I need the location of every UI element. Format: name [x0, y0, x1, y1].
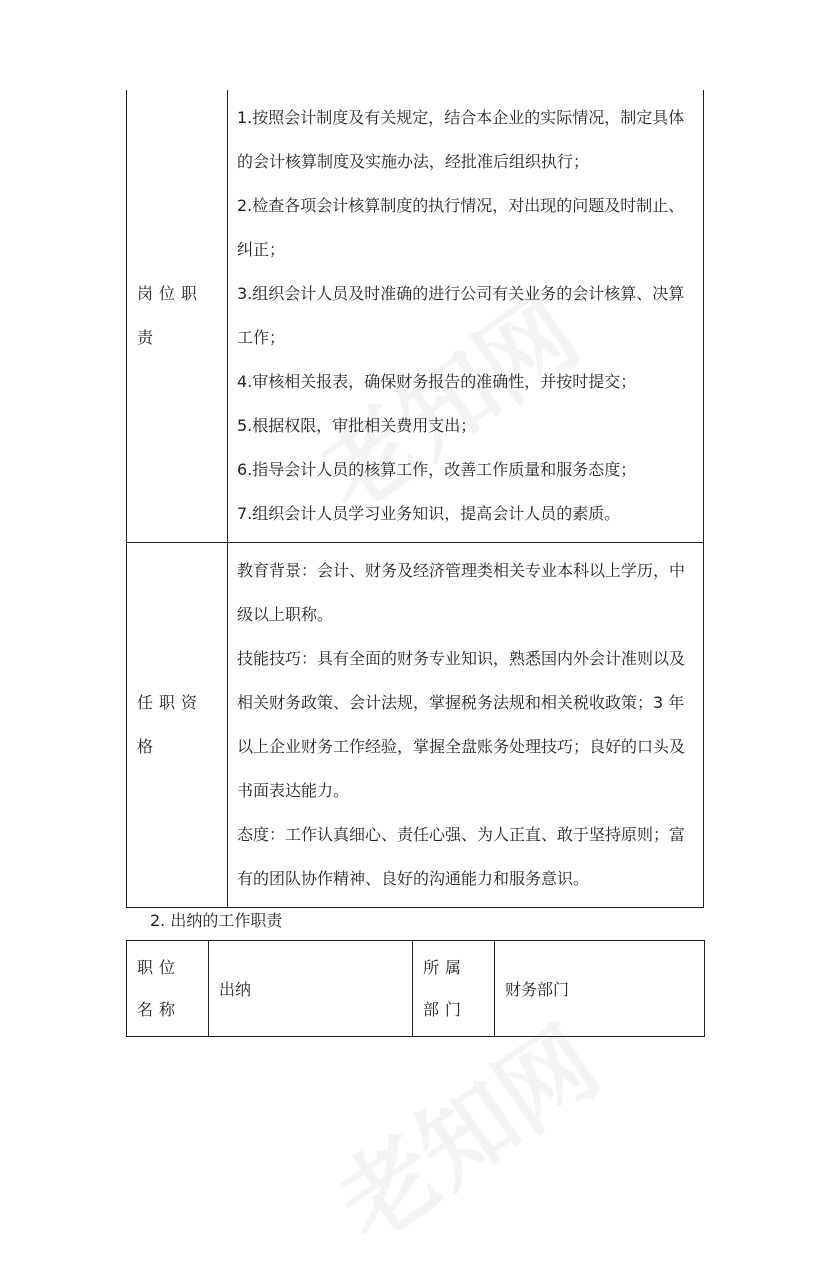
- responsibilities-label: 岗位职责: [127, 90, 228, 543]
- responsibility-item: 5.根据权限，审批相关费用支出；: [237, 416, 477, 435]
- responsibility-item: 7.组织会计人员学习业务知识，提高会计人员的素质。: [237, 504, 621, 523]
- responsibility-item: 6.指导会计人员的核算工作，改善工作质量和服务态度；: [237, 460, 637, 479]
- qualification-item: 态度：工作认真细心、责任心强、为人正直、敢于坚持原则；富有的团队协作精神、良好的沟通能力和服务意识。: [237, 825, 686, 888]
- responsibility-item: 2.检查各项会计核算制度的执行情况，对出现的问题及时制止、纠正；: [237, 196, 685, 259]
- cashier-info-row: [127, 941, 705, 1037]
- qualification-item: 技能技巧：具有全面的财务专业知识，熟悉国内外会计准则以及相关财务政策、会计法规，掌握税务法规和相关税收政策；3 年以上企业财务工作经验，掌握全盘账务处理技巧；良好的口头及书面表达能力。: [237, 649, 686, 800]
- position-name-label: 职位名称: [127, 941, 209, 1037]
- department-label: 所属部门: [413, 941, 495, 1037]
- job-description-table: [126, 90, 704, 908]
- responsibility-item: 3.组织会计人员及时准确的进行公司有关业务的会计核算、决算工作；: [237, 284, 685, 347]
- department-value: 财务部门: [495, 941, 705, 1037]
- qualifications-content: [228, 543, 704, 908]
- responsibilities-content: [228, 90, 704, 543]
- responsibility-item: 4.审核相关报表，确保财务报告的准确性，并按时提交；: [237, 372, 637, 391]
- qualifications-label: 任职资格: [127, 543, 228, 908]
- responsibilities-row: [127, 90, 704, 543]
- qualification-item: 教育背景：会计、财务及经济管理类相关专业本科以上学历，中级以上职称。: [237, 561, 686, 624]
- responsibility-item: 1.按照会计制度及有关规定，结合本企业的实际情况，制定具体的会计核算制度及实施办法，经批准后组织执行；: [237, 108, 685, 171]
- position-name-value: 出纳: [209, 941, 413, 1037]
- cashier-info-table: [126, 940, 705, 1037]
- section-heading: 2. 出纳的工作职责: [150, 911, 283, 930]
- qualifications-row: [127, 543, 704, 908]
